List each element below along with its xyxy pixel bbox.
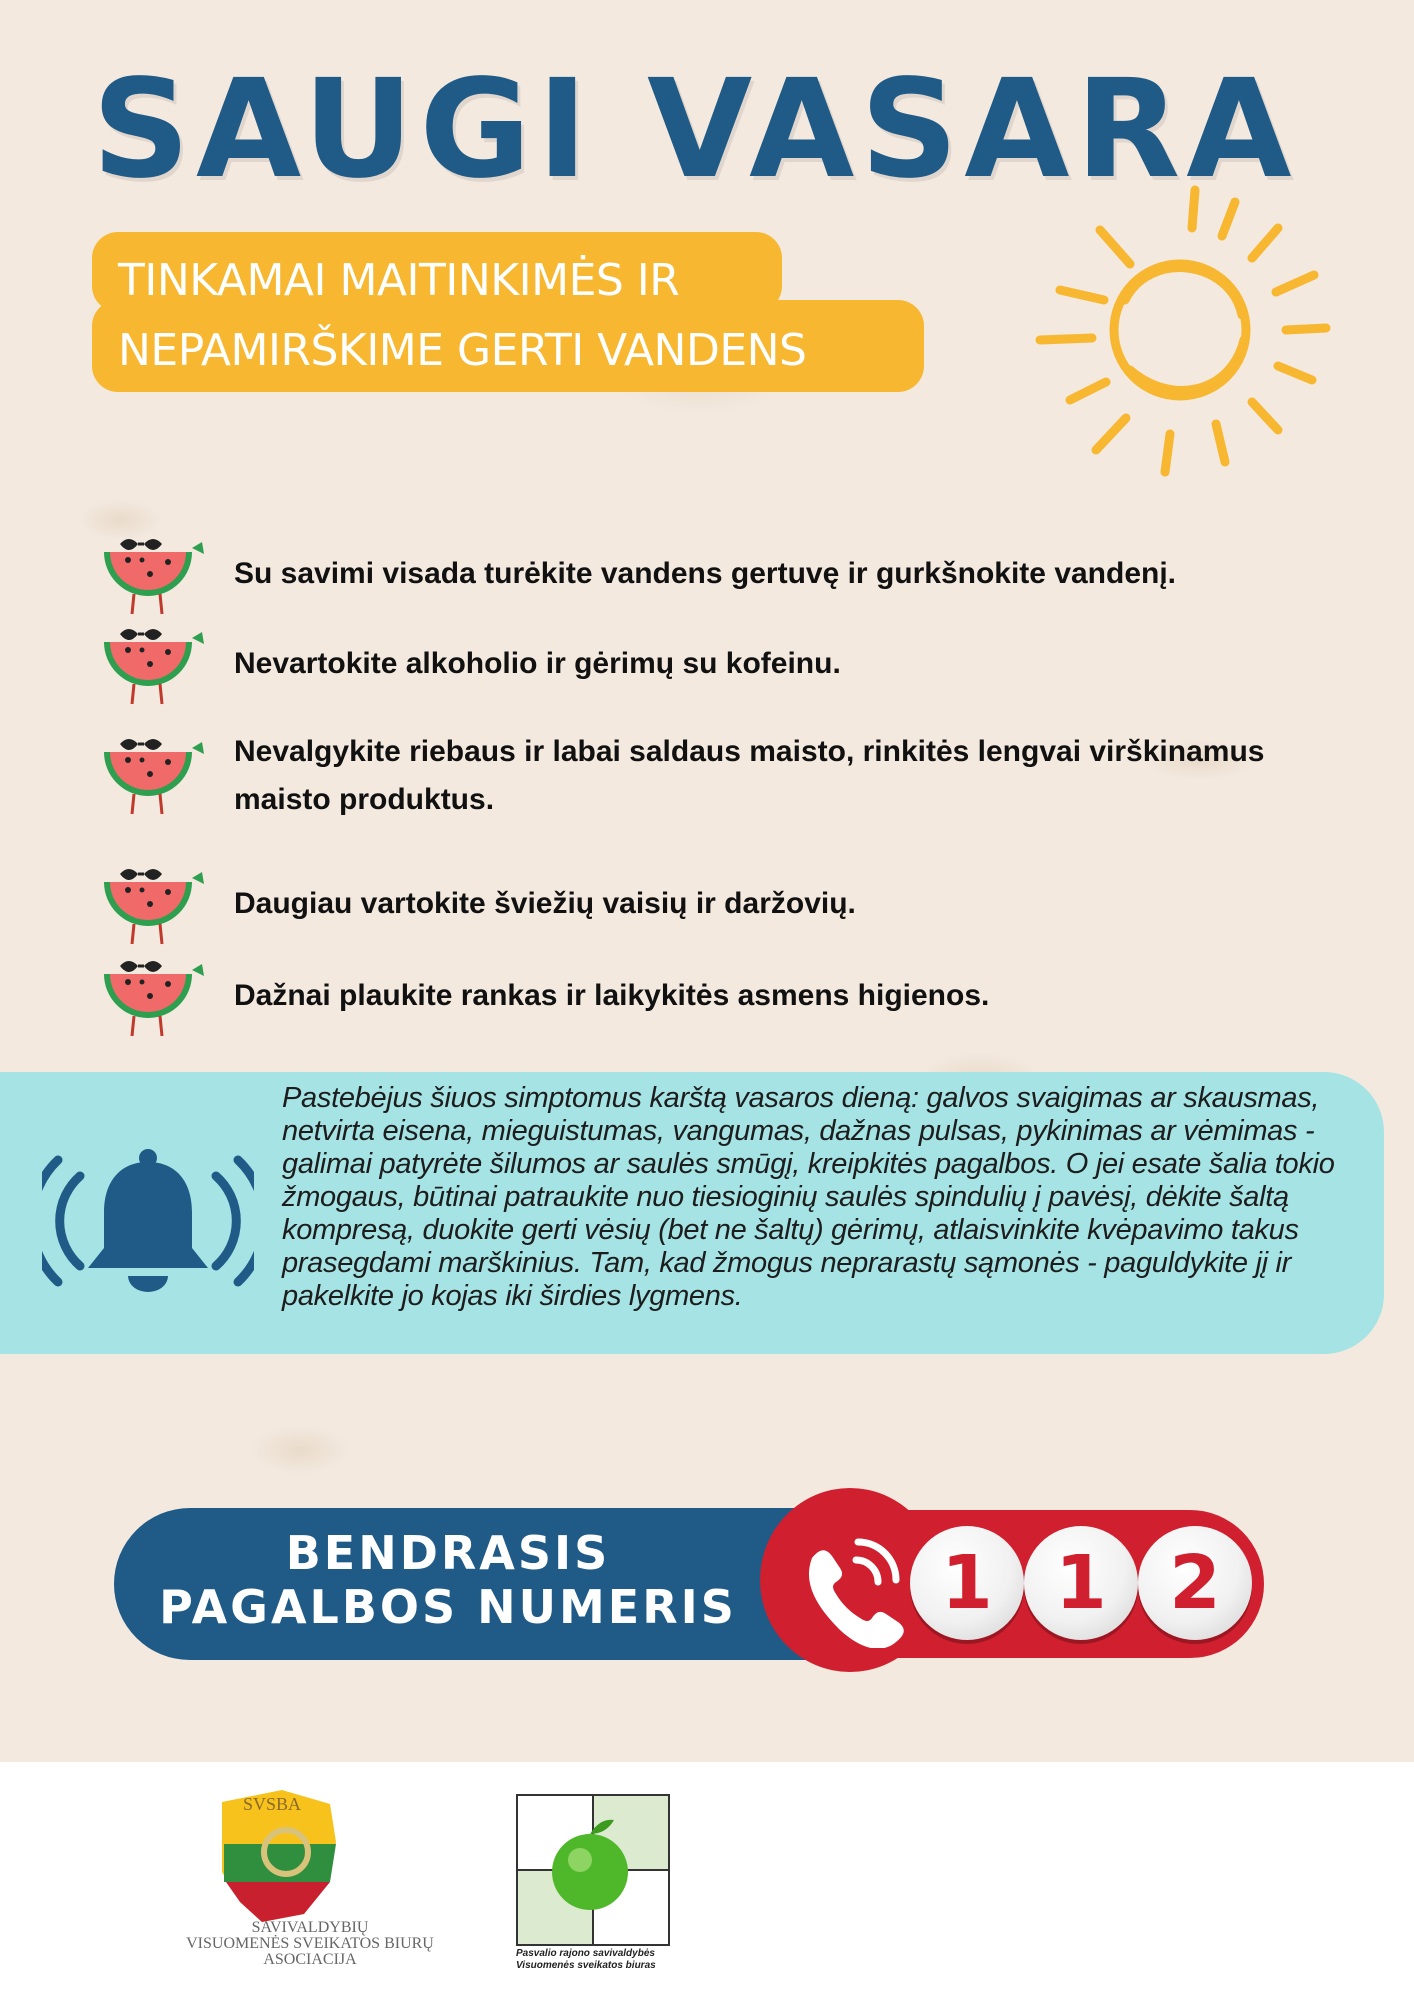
svsba-logo <box>212 1782 342 1930</box>
bell-icon <box>42 1138 254 1318</box>
watermelon-icon <box>98 530 208 620</box>
watermelon-icon <box>98 860 208 950</box>
subtitle-line-1: TINKAMAI MAITINKIMĖS IR <box>118 255 680 306</box>
tip-text: Dažnai plaukite rankas ir laikykitės asmens higienos. <box>234 979 990 1012</box>
emergency-label-line-2: PAGALBOS NUMERIS <box>159 1580 737 1634</box>
tip-text: Su savimi visada turėkite vandens gertuvę ir gurkšnokite vandenį. <box>234 557 1177 590</box>
watermelon-icon <box>98 620 208 710</box>
sun-icon <box>1030 180 1340 490</box>
svsba-badge-text: SVSBA <box>242 1794 302 1814</box>
subtitle <box>118 246 918 386</box>
page-title: SAUGI VASARA <box>92 51 1298 209</box>
pasvalys-caption <box>516 1948 716 1972</box>
svsba-caption <box>150 1920 470 1968</box>
emergency-label-line-1: BENDRASIS <box>285 1526 611 1580</box>
svsba-caption-line-1: SAVIVALDYBIŲ <box>251 1919 369 1936</box>
tip-text: Nevalgykite riebaus ir labai saldaus maisto, rinkitės lengvai virškinamus maisto produktus. <box>234 735 1265 816</box>
watermelon-icon <box>98 730 208 820</box>
svsba-caption-line-2: VISUOMENĖS SVEIKATOS BIURŲ <box>186 1935 434 1952</box>
phone-icon <box>790 1528 910 1648</box>
watermelon-icon <box>98 952 208 1042</box>
emergency-digit: 2 <box>1138 1526 1252 1640</box>
pasvalys-apple-logo <box>516 1794 670 1946</box>
tip-text: Nevartokite alkoholio ir gėrimų su kofeinu. <box>234 647 841 680</box>
subtitle-line-2: NEPAMIRŠKIME GERTI VANDENS <box>118 325 807 376</box>
svsba-caption-line-3: ASOCIACIJA <box>263 1951 357 1968</box>
symptoms-text: Pastebėjus šiuos simptomus karštą vasaros dieną: galvos svaigimas ar skausmas, netvirta eisena, mieguistumas, vangumas, dažnas pulsas, pykinimas ar vėmimas - galimai patyrėte šilumos ar saulės smūgį, kreipkitės pagalbos. O jei esate šalia tokio žmogaus, būtinai patraukite nuo tiesioginių saulės spindulių į pavėsį, dėkite šaltą kompresą, duokite gerti vėsių (bet ne šaltų) gėrimų, atlaisvinkite kvėpavimo takus prasegdami marškinius. Tam, kad žmogus neprarastų sąmonės - paguldykite jį ir pakelkite jo kojas iki širdies lygmens. <box>282 1082 1335 1312</box>
pasvalys-caption-line-1: Pasvalio rajono savivaldybės <box>516 1948 655 1959</box>
emergency-digit: 1 <box>1024 1526 1138 1640</box>
emergency-label <box>148 1526 748 1634</box>
tip-text: Daugiau vartokite šviežių vaisių ir daržovių. <box>234 887 856 920</box>
emergency-digit: 1 <box>910 1526 1024 1640</box>
pasvalys-caption-line-2: Visuomenės sveikatos biuras <box>516 1960 656 1971</box>
